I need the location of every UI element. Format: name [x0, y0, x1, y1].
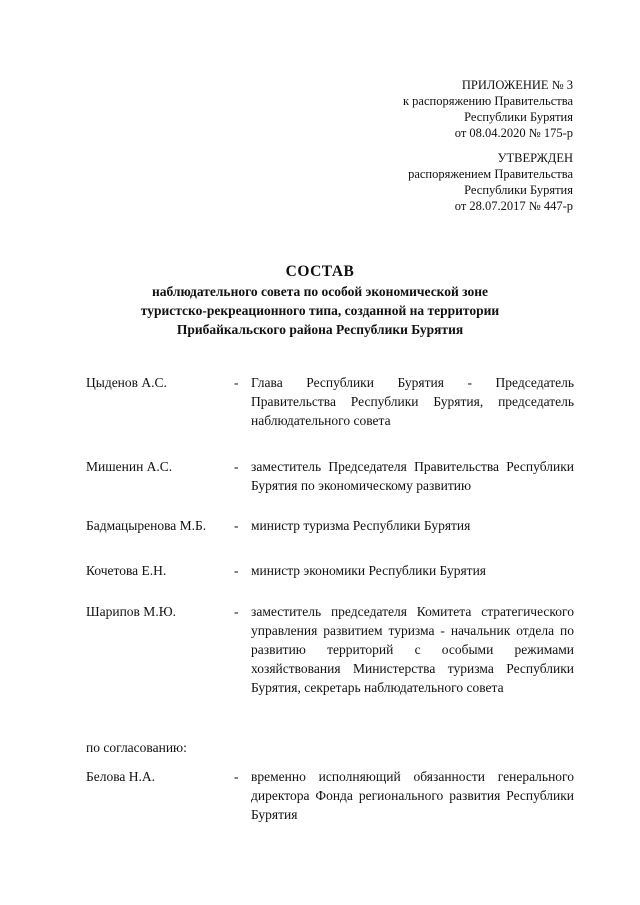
member-row: [86, 373, 574, 430]
member-name: Цыденов А.С.: [86, 375, 167, 390]
appendix-line: ПРИЛОЖЕНИЕ № 3: [461, 78, 573, 92]
approval-line: УТВЕРЖДЕН: [497, 151, 573, 165]
member-row: [86, 602, 574, 697]
appendix-line: от 08.04.2020 № 175-р: [454, 126, 573, 140]
approval-line: распоряжением Правительства: [408, 167, 573, 181]
document-title: [0, 262, 640, 339]
appendix-line: к распоряжению Правительства: [402, 94, 573, 108]
member-dash: -: [234, 604, 239, 619]
member-role: министр туризма Республики Бурятия: [251, 518, 471, 533]
member-dash: -: [234, 563, 239, 578]
member-row: [86, 767, 574, 824]
member-row: [86, 561, 574, 580]
title-line: Прибайкальского района Республики Бурятия: [176, 322, 464, 337]
title-line: туристско-рекреационного типа, созданной на территории: [140, 303, 500, 318]
member-dash: -: [234, 518, 239, 533]
member-role: временно исполняющий обязанности генерального директора Фонда регионального развития Республики Бурятия: [251, 769, 574, 822]
member-name: Мишенин А.С.: [86, 459, 173, 474]
member-row: [86, 457, 574, 495]
approval-block: [408, 150, 573, 214]
member-name: Кочетова Е.Н.: [86, 563, 167, 578]
appendix-line: Республики Бурятия: [464, 110, 573, 124]
approval-line: от 28.07.2017 № 447-р: [454, 199, 573, 213]
member-role: заместитель Председателя Правительства Республики Бурятия по экономическому развитию: [251, 459, 574, 493]
title-line: наблюдательного совета по особой экономической зоне: [151, 284, 489, 299]
member-name: Белова Н.А.: [86, 769, 156, 784]
member-dash: -: [234, 769, 239, 784]
member-dash: -: [234, 459, 239, 474]
member-role: Глава Республики Бурятия - Председатель Правительства Республики Бурятия, председатель наблюдательного совета: [251, 375, 574, 428]
member-name: Шарипов М.Ю.: [86, 604, 176, 619]
member-row: [86, 516, 574, 535]
member-role: заместитель председателя Комитета стратегического управления развитием туризма - начальник отдела по развитию территорий с особыми режимами хозяйствования Министерства туризма Республики Бурятия, секретарь наблюдательного совета: [251, 604, 574, 695]
appendix-block: [403, 77, 573, 141]
member-dash: -: [234, 375, 239, 390]
title-heading: СОСТАВ: [285, 263, 355, 280]
member-name: Бадмацыренова М.Б.: [86, 518, 207, 533]
agreement-note: по согласованию:: [86, 740, 187, 755]
approval-line: Республики Бурятия: [464, 183, 573, 197]
member-role: министр экономики Республики Бурятия: [251, 563, 487, 578]
